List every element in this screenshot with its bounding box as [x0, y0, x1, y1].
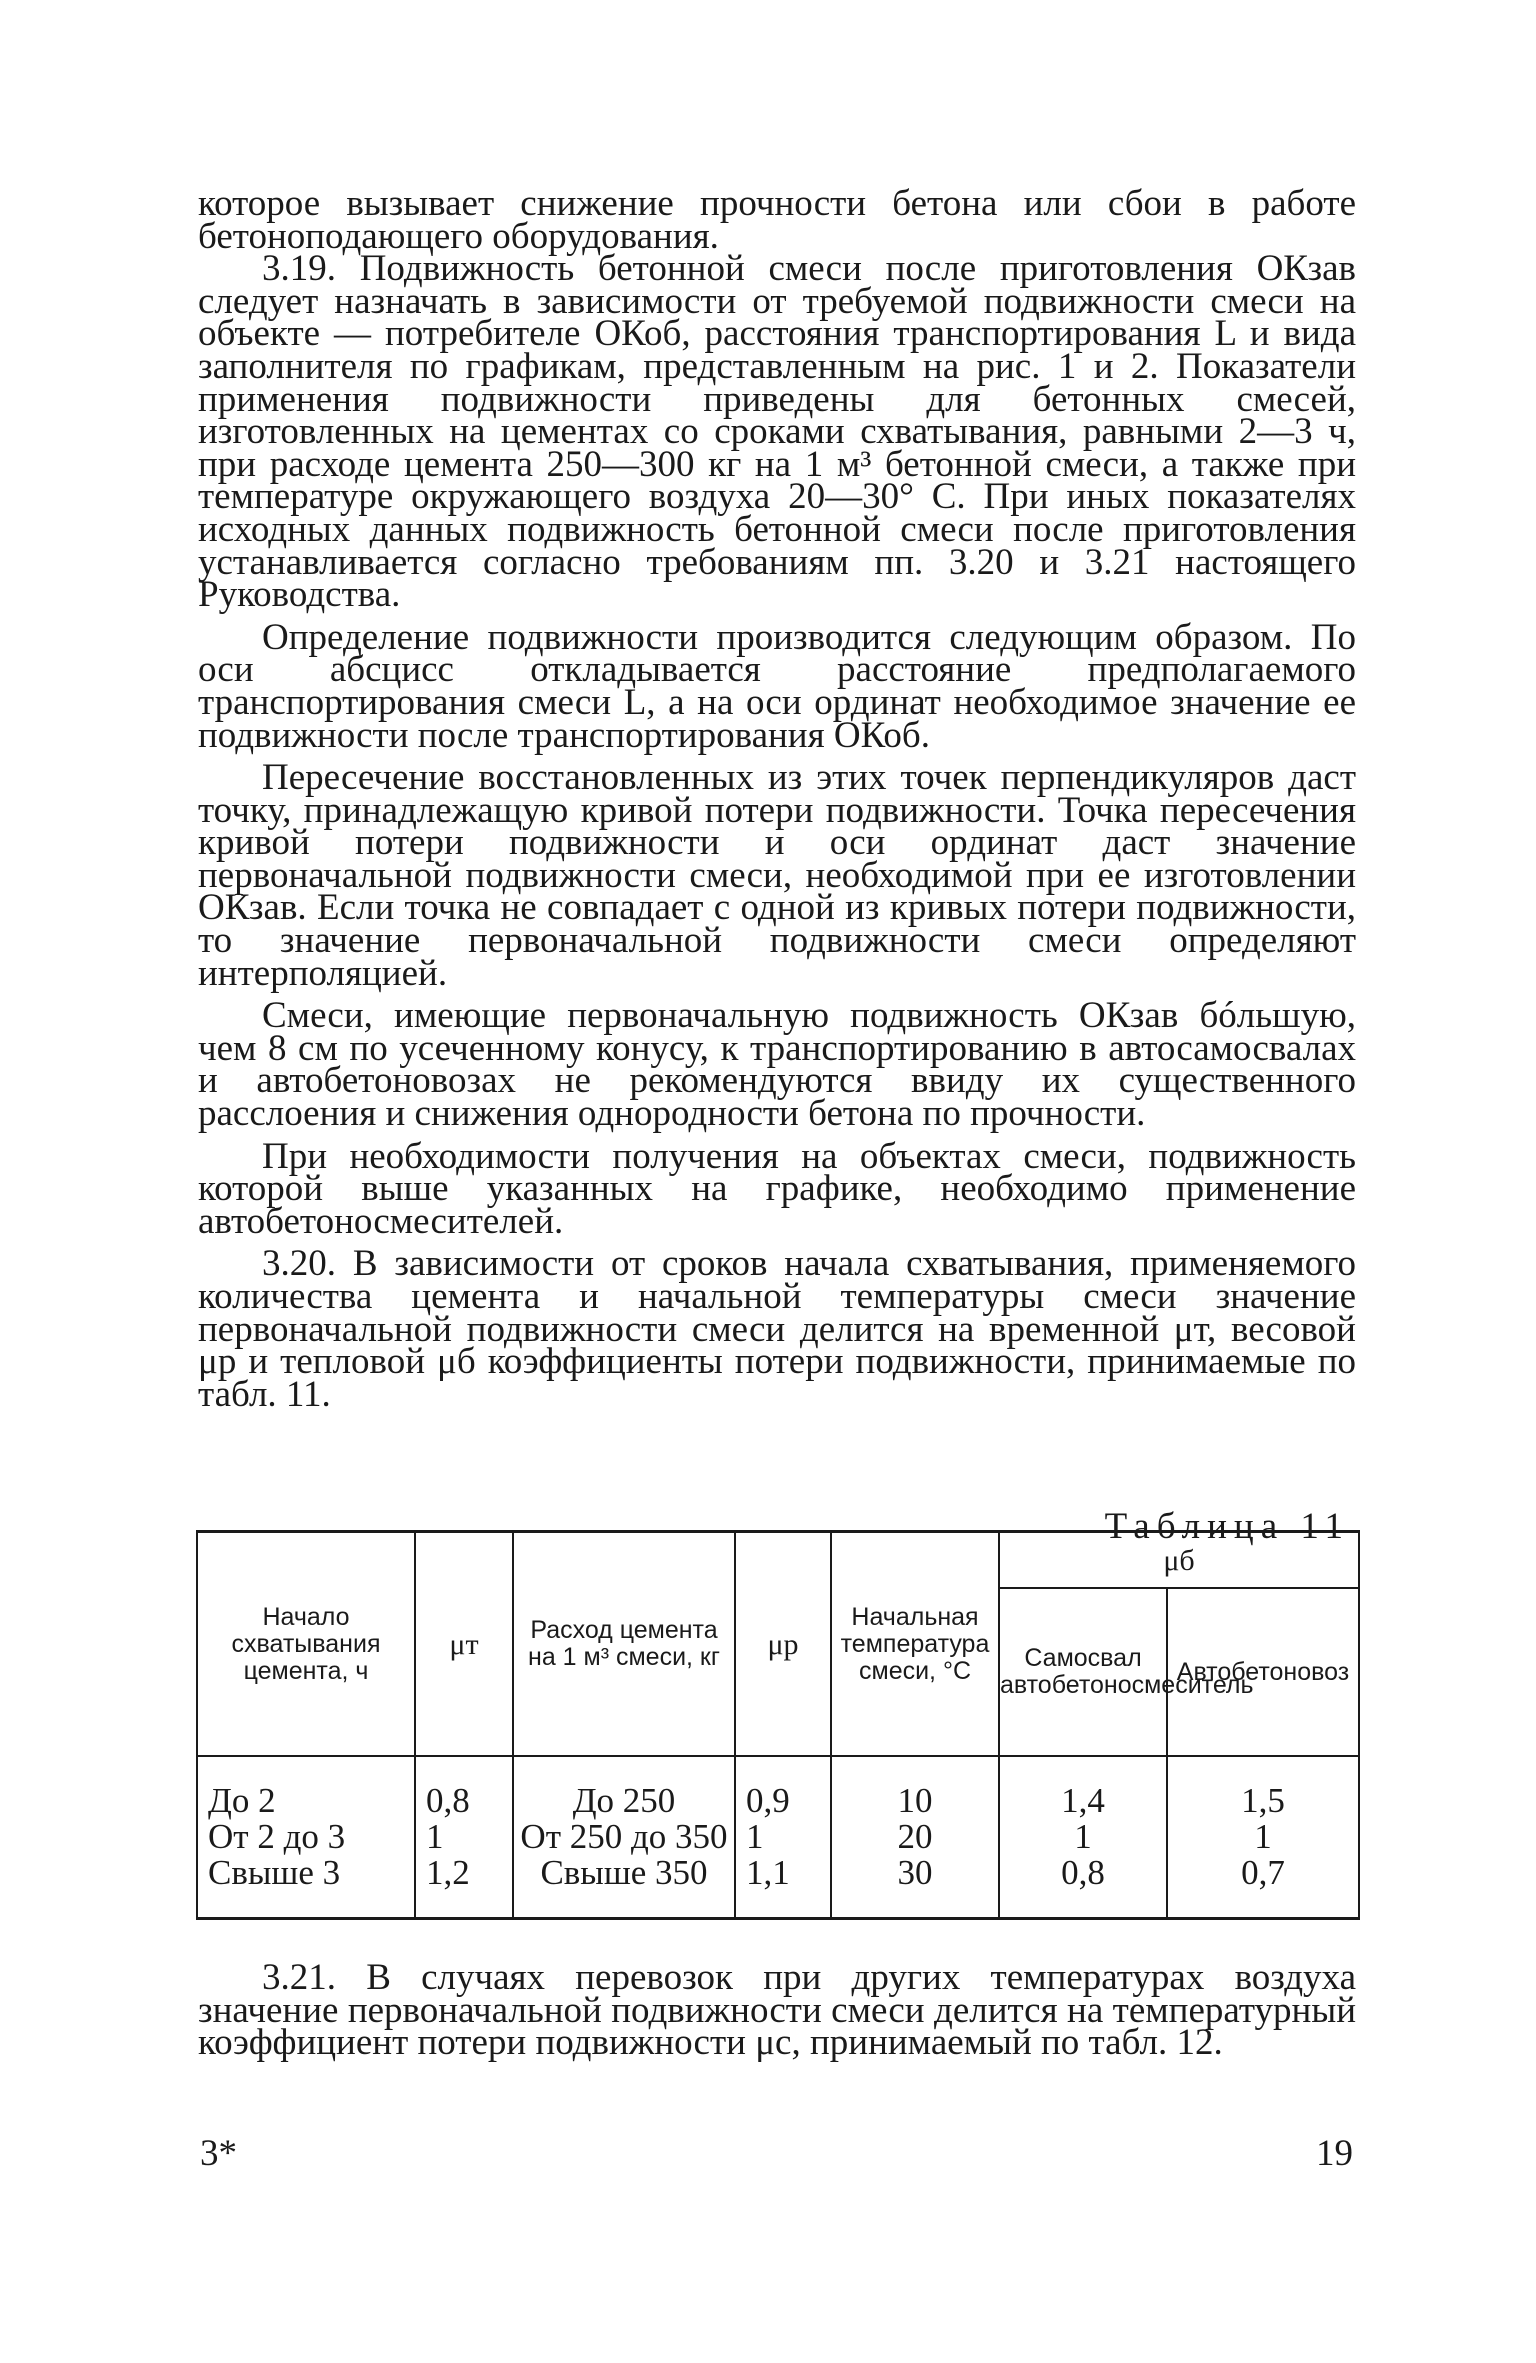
paragraph-3-21: 3.21. В случаях перевозок при других температурах воздуха значение первоначальной подвижности смеси делится на температурный коэффициент потери подвижности μс, принимаемый по табл. 12. — [198, 1957, 1356, 2064]
cell-value: От 250 до 350 — [520, 1817, 728, 1856]
body-text — [198, 183, 1356, 1415]
paragraph-3-20: 3.20. В зависимости от сроков начала схватывания, применяемого количества цемента и начальной температуры смеси значение первоначальной подвижности смеси делится на временной μт, весовой μр и тепловой μб коэффициенты потери подвижности, принимаемые по табл. 11. — [198, 1243, 1356, 1415]
cell-value: 0,7 — [1241, 1853, 1285, 1892]
header-mu-r: μр — [735, 1532, 831, 1757]
cell-setting-time — [197, 1756, 415, 1919]
table-11 — [196, 1530, 1360, 1920]
page-number: 19 — [1316, 2133, 1353, 2174]
cell-value: 1 — [426, 1817, 444, 1856]
cell-mu-r — [735, 1756, 831, 1919]
cell-value: 0,9 — [746, 1781, 790, 1820]
signature-mark: 3* — [200, 2133, 237, 2174]
cell-value: Свыше 350 — [540, 1853, 708, 1892]
table-row — [197, 1756, 1359, 1919]
cell-value: От 2 до 3 — [208, 1817, 346, 1856]
cell-truck-mixer — [999, 1756, 1167, 1919]
header-mu-t: μт — [415, 1532, 513, 1757]
cell-value: До 250 — [572, 1781, 676, 1820]
cell-cement — [513, 1756, 735, 1919]
cell-temperature — [831, 1756, 999, 1919]
cell-value: 0,8 — [1061, 1853, 1105, 1892]
cell-value: 10 — [897, 1781, 933, 1820]
paragraph-necessity: При необходимости получения на объектах смеси, подвижность которой выше указанных на графике, необходимо применение автобетоносмесителей. — [198, 1135, 1356, 1242]
paragraph-continuation: которое вызывает снижение прочности бетона или сбои в работе бетоноподающего оборудования. — [198, 183, 1356, 257]
cell-value: 1,1 — [746, 1853, 790, 1892]
header-concrete-carrier: Автобетоновоз — [1167, 1588, 1359, 1756]
cell-value: 1,4 — [1061, 1781, 1105, 1820]
header-truck-mixer: Самосвал автобетоносмеситель — [999, 1588, 1167, 1756]
cell-value: 1,2 — [426, 1853, 470, 1892]
cell-concrete-carrier — [1167, 1756, 1359, 1919]
header-temperature: Начальная температура смеси, °С — [831, 1532, 999, 1757]
cell-value: 1 — [1074, 1817, 1092, 1856]
cell-value: 1 — [1254, 1817, 1272, 1856]
cell-value: 20 — [897, 1817, 933, 1856]
paragraph-definition: Определение подвижности производится следующим образом. По оси абсцисс откладывается расстояние предполагаемого транспортирования смеси L, а на оси ординат необходимое значение ее подвижности после транспортирования ОКоб. — [198, 616, 1356, 756]
paragraph-3-19: 3.19. Подвижность бетонной смеси после приготовления ОКзав следует назначать в зависимости от требуемой подвижности смеси на объекте — потребителе ОКоб, расстояния транспортирования L и вида заполнителя по графикам, представленным на рис. 1 и 2. Показатели применения подвижности приведены для бетонных смесей, изготовленных на цементах со сроками схватывания, равными 2—3 ч, при расходе цемента 250—300 кг на 1 м³ бетонной смеси, а также при температуре окружающего воздуха 20—30° С. При иных показателях исходных данных подвижность бетонной смеси после приготовления устанавливается согласно требованиям пп. 3.20 и 3.21 настоящего Руководства. — [198, 248, 1356, 616]
cell-value: 1,5 — [1241, 1781, 1285, 1820]
cell-value: 30 — [897, 1853, 933, 1892]
header-cement: Расход цемента на 1 м³ смеси, кг — [513, 1532, 735, 1757]
paragraph-intersection: Пересечение восстановленных из этих точек перпендикуляров даст точку, принадлежащую кривой потери подвижности. Точка пересечения кривой потери подвижности и оси ординат даст значение первоначальной подвижности смеси, необходимой при ее изготовлении ОКзав. Если точка не совпадает с одной из кривых потери подвижности, то значение первоначальной подвижности смеси определяют интерполяцией. — [198, 757, 1356, 994]
cell-mu-t — [415, 1756, 513, 1919]
table-caption: Таблица 11 — [1104, 1506, 1350, 1547]
header-setting-time: Начало схватывания цемента, ч — [197, 1532, 415, 1757]
cell-value: Свыше 3 — [208, 1853, 341, 1892]
paragraph-mixtures: Смеси, имеющие первоначальную подвижность ОКзав бóльшую, чем 8 см по усеченному конусу, к транспортированию в автосамосвалах и автобетоновозах не рекомендуются ввиду их существенного расслоения и снижения однородности бетона по прочности. — [198, 995, 1356, 1135]
cell-value: 0,8 — [426, 1781, 470, 1820]
cell-value: 1 — [746, 1817, 764, 1856]
cell-value: До 2 — [208, 1781, 276, 1820]
header-mu-b: μб — [999, 1532, 1359, 1589]
